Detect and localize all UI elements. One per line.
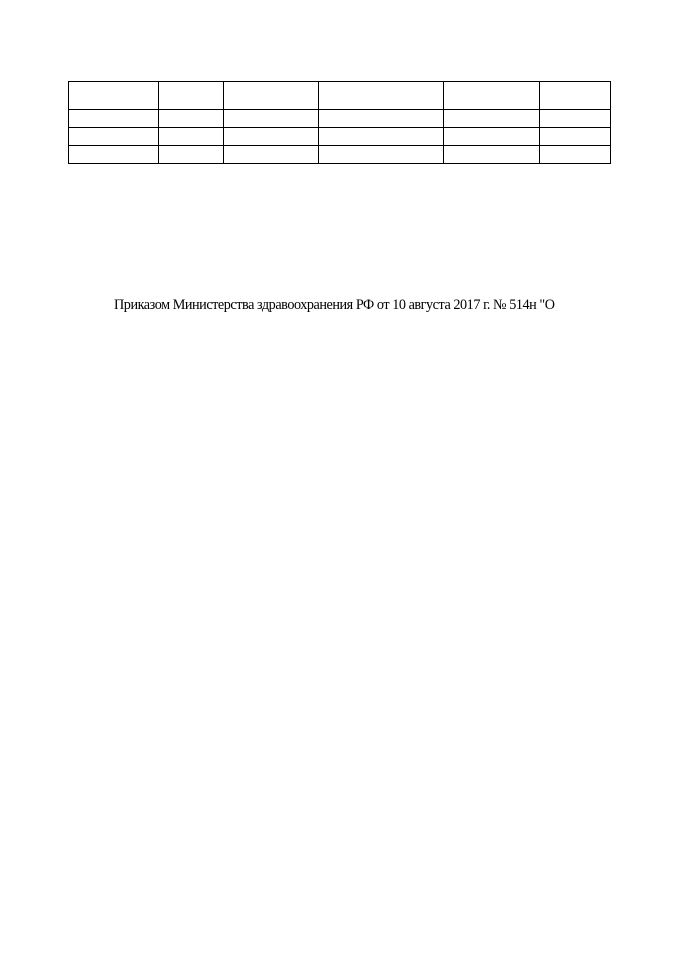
table-cell — [319, 128, 444, 146]
table-cell — [540, 146, 611, 164]
table-cell — [444, 128, 540, 146]
table-cell — [540, 82, 611, 110]
table-cell — [159, 146, 224, 164]
table-row — [69, 146, 611, 164]
table-cell — [319, 146, 444, 164]
table-cell — [69, 110, 159, 128]
table-cell — [540, 128, 611, 146]
table-cell — [159, 82, 224, 110]
order-reference-text: Приказом Министерства здравоохранения РФ от 10 августа 2017 г. № 514н "О — [114, 297, 555, 313]
table-cell — [319, 110, 444, 128]
table-cell — [159, 110, 224, 128]
table-cell — [159, 128, 224, 146]
table-row — [69, 110, 611, 128]
table-cell — [69, 82, 159, 110]
table-cell — [224, 82, 319, 110]
table-cell — [224, 146, 319, 164]
table-cell — [319, 82, 444, 110]
blank-table — [68, 81, 611, 164]
table-row — [69, 128, 611, 146]
table-header-row — [69, 82, 611, 110]
table-cell — [69, 128, 159, 146]
table-cell — [540, 110, 611, 128]
table-cell — [224, 110, 319, 128]
table-cell — [444, 110, 540, 128]
table-cell — [224, 128, 319, 146]
table-cell — [444, 82, 540, 110]
table-cell — [69, 146, 159, 164]
table-cell — [444, 146, 540, 164]
